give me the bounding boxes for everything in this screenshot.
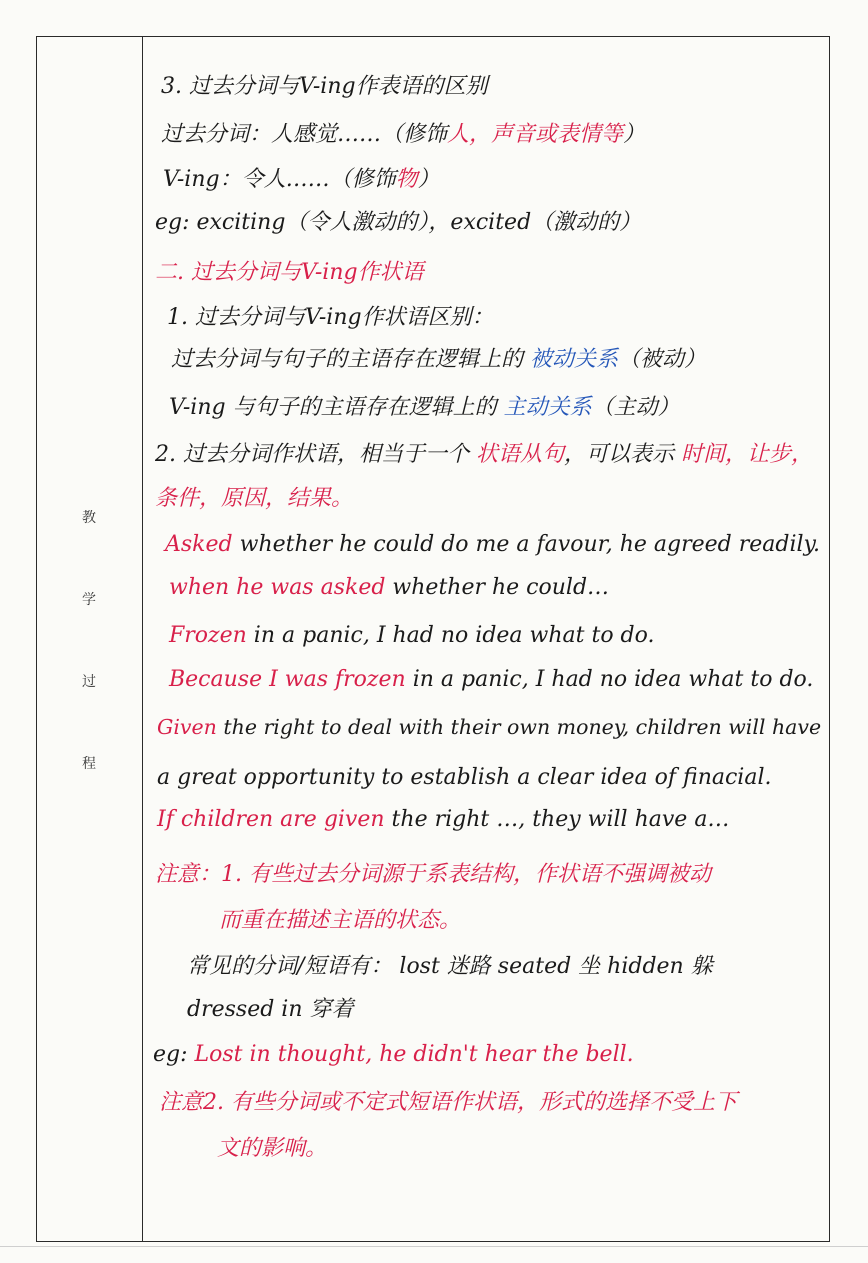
note-text-segment: 过去分词与句子的主语存在逻辑上的 xyxy=(171,347,530,372)
note-text-segment: 条件，原因，结果。 xyxy=(155,486,354,511)
note-text-segment: Given xyxy=(157,715,217,739)
side-column xyxy=(37,37,143,1241)
side-label-char: 教 xyxy=(82,510,96,526)
note-text-segment: 状语从句 xyxy=(475,442,564,467)
note-line xyxy=(155,437,813,468)
side-label-char: 过 xyxy=(82,674,96,690)
note-line xyxy=(153,1042,634,1067)
note-line xyxy=(157,807,729,832)
note-line xyxy=(217,1131,327,1162)
note-text-segment: 时间，让步， xyxy=(681,442,814,467)
note-text-segment: Because I was frozen xyxy=(169,667,406,692)
bottom-divider xyxy=(0,1246,868,1247)
note-text-segment: 常见的分词/短语有： lost 迷路 seated 坐 hidden 躲 xyxy=(187,954,713,979)
note-line xyxy=(171,342,706,373)
note-line xyxy=(165,532,820,557)
note-text-segment: eg: xyxy=(153,1042,195,1067)
note-line xyxy=(169,623,655,648)
note-line xyxy=(219,903,461,934)
note-text-segment: in a panic, I had no idea what to do. xyxy=(246,623,655,648)
note-text-segment: eg: exciting（令人激动的），excited（激动的） xyxy=(155,210,642,235)
note-text-segment: 物 xyxy=(395,167,418,192)
note-line xyxy=(187,992,354,1023)
note-line xyxy=(157,715,821,739)
note-text-segment: 二. 过去分词与V-ing作状语 xyxy=(155,260,424,285)
note-line xyxy=(155,205,641,236)
note-text-segment: 被动关系 xyxy=(530,347,619,372)
note-text-segment: a great opportunity to establish a clear idea of finacial. xyxy=(157,765,772,790)
note-line xyxy=(161,69,488,100)
note-text-segment: （主动） xyxy=(591,395,680,420)
note-text-segment: in a panic, I had no idea what to do. xyxy=(405,667,814,692)
note-text-segment: V-ing 与句子的主语存在逻辑上的 xyxy=(169,395,504,420)
note-text-segment: whether he could… xyxy=(385,575,610,600)
note-text-segment: when he was asked xyxy=(169,575,386,600)
side-label-char: 程 xyxy=(82,756,96,772)
note-line xyxy=(187,949,713,980)
note-text-segment: ） xyxy=(623,122,646,147)
note-line xyxy=(167,300,494,331)
note-text-segment: Lost in thought, he didn't hear the bell. xyxy=(194,1042,634,1067)
note-text-segment: If children are given xyxy=(157,807,385,832)
note-line xyxy=(155,481,353,512)
note-text-segment: 注意：1. 有些过去分词源于系表结构，作状语不强调被动 xyxy=(155,862,711,887)
note-line xyxy=(155,255,424,286)
note-text-segment: dressed in 穿着 xyxy=(187,997,354,1022)
worksheet-frame xyxy=(36,36,830,1242)
note-text-segment: 3. 过去分词与V-ing作表语的区别 xyxy=(161,74,488,99)
note-text-segment: Frozen xyxy=(169,623,247,648)
note-text-segment: （被动） xyxy=(618,347,707,372)
note-text-segment: 过去分词：人感觉……（修饰 xyxy=(161,122,448,147)
note-text-segment: the right …, they will have a… xyxy=(384,807,730,832)
note-text-segment: the right to deal with their own money, children will have xyxy=(216,715,822,739)
note-text-segment: ） xyxy=(417,167,440,192)
note-line xyxy=(155,857,711,888)
note-line xyxy=(161,117,645,148)
note-line xyxy=(163,162,440,193)
note-text-segment: 1. 过去分词与V-ing作状语区别： xyxy=(167,305,494,330)
note-line xyxy=(169,667,813,692)
side-label-char: 学 xyxy=(82,592,96,608)
note-text-segment: 人，声音或表情等 xyxy=(447,122,624,147)
note-text-segment: 而重在描述主语的状态。 xyxy=(219,908,462,933)
note-text-segment: whether he could do me a favour, he agreed readily. xyxy=(232,532,821,557)
note-text-segment: 2. 过去分词作状语，相当于一个 xyxy=(155,442,476,467)
note-text-segment: Asked xyxy=(165,532,233,557)
note-line xyxy=(159,1085,737,1116)
note-text-segment: ，可以表示 xyxy=(564,442,681,467)
note-text-segment: 注意2. 有些分词或不定式短语作状语，形式的选择不受上下 xyxy=(159,1090,737,1115)
note-text-segment: 文的影响。 xyxy=(217,1136,328,1161)
note-text-segment: V-ing：令人……（修饰 xyxy=(163,167,396,192)
note-line xyxy=(169,390,680,421)
note-text-segment: 主动关系 xyxy=(503,395,592,420)
note-line xyxy=(157,765,772,790)
note-line xyxy=(169,575,609,600)
